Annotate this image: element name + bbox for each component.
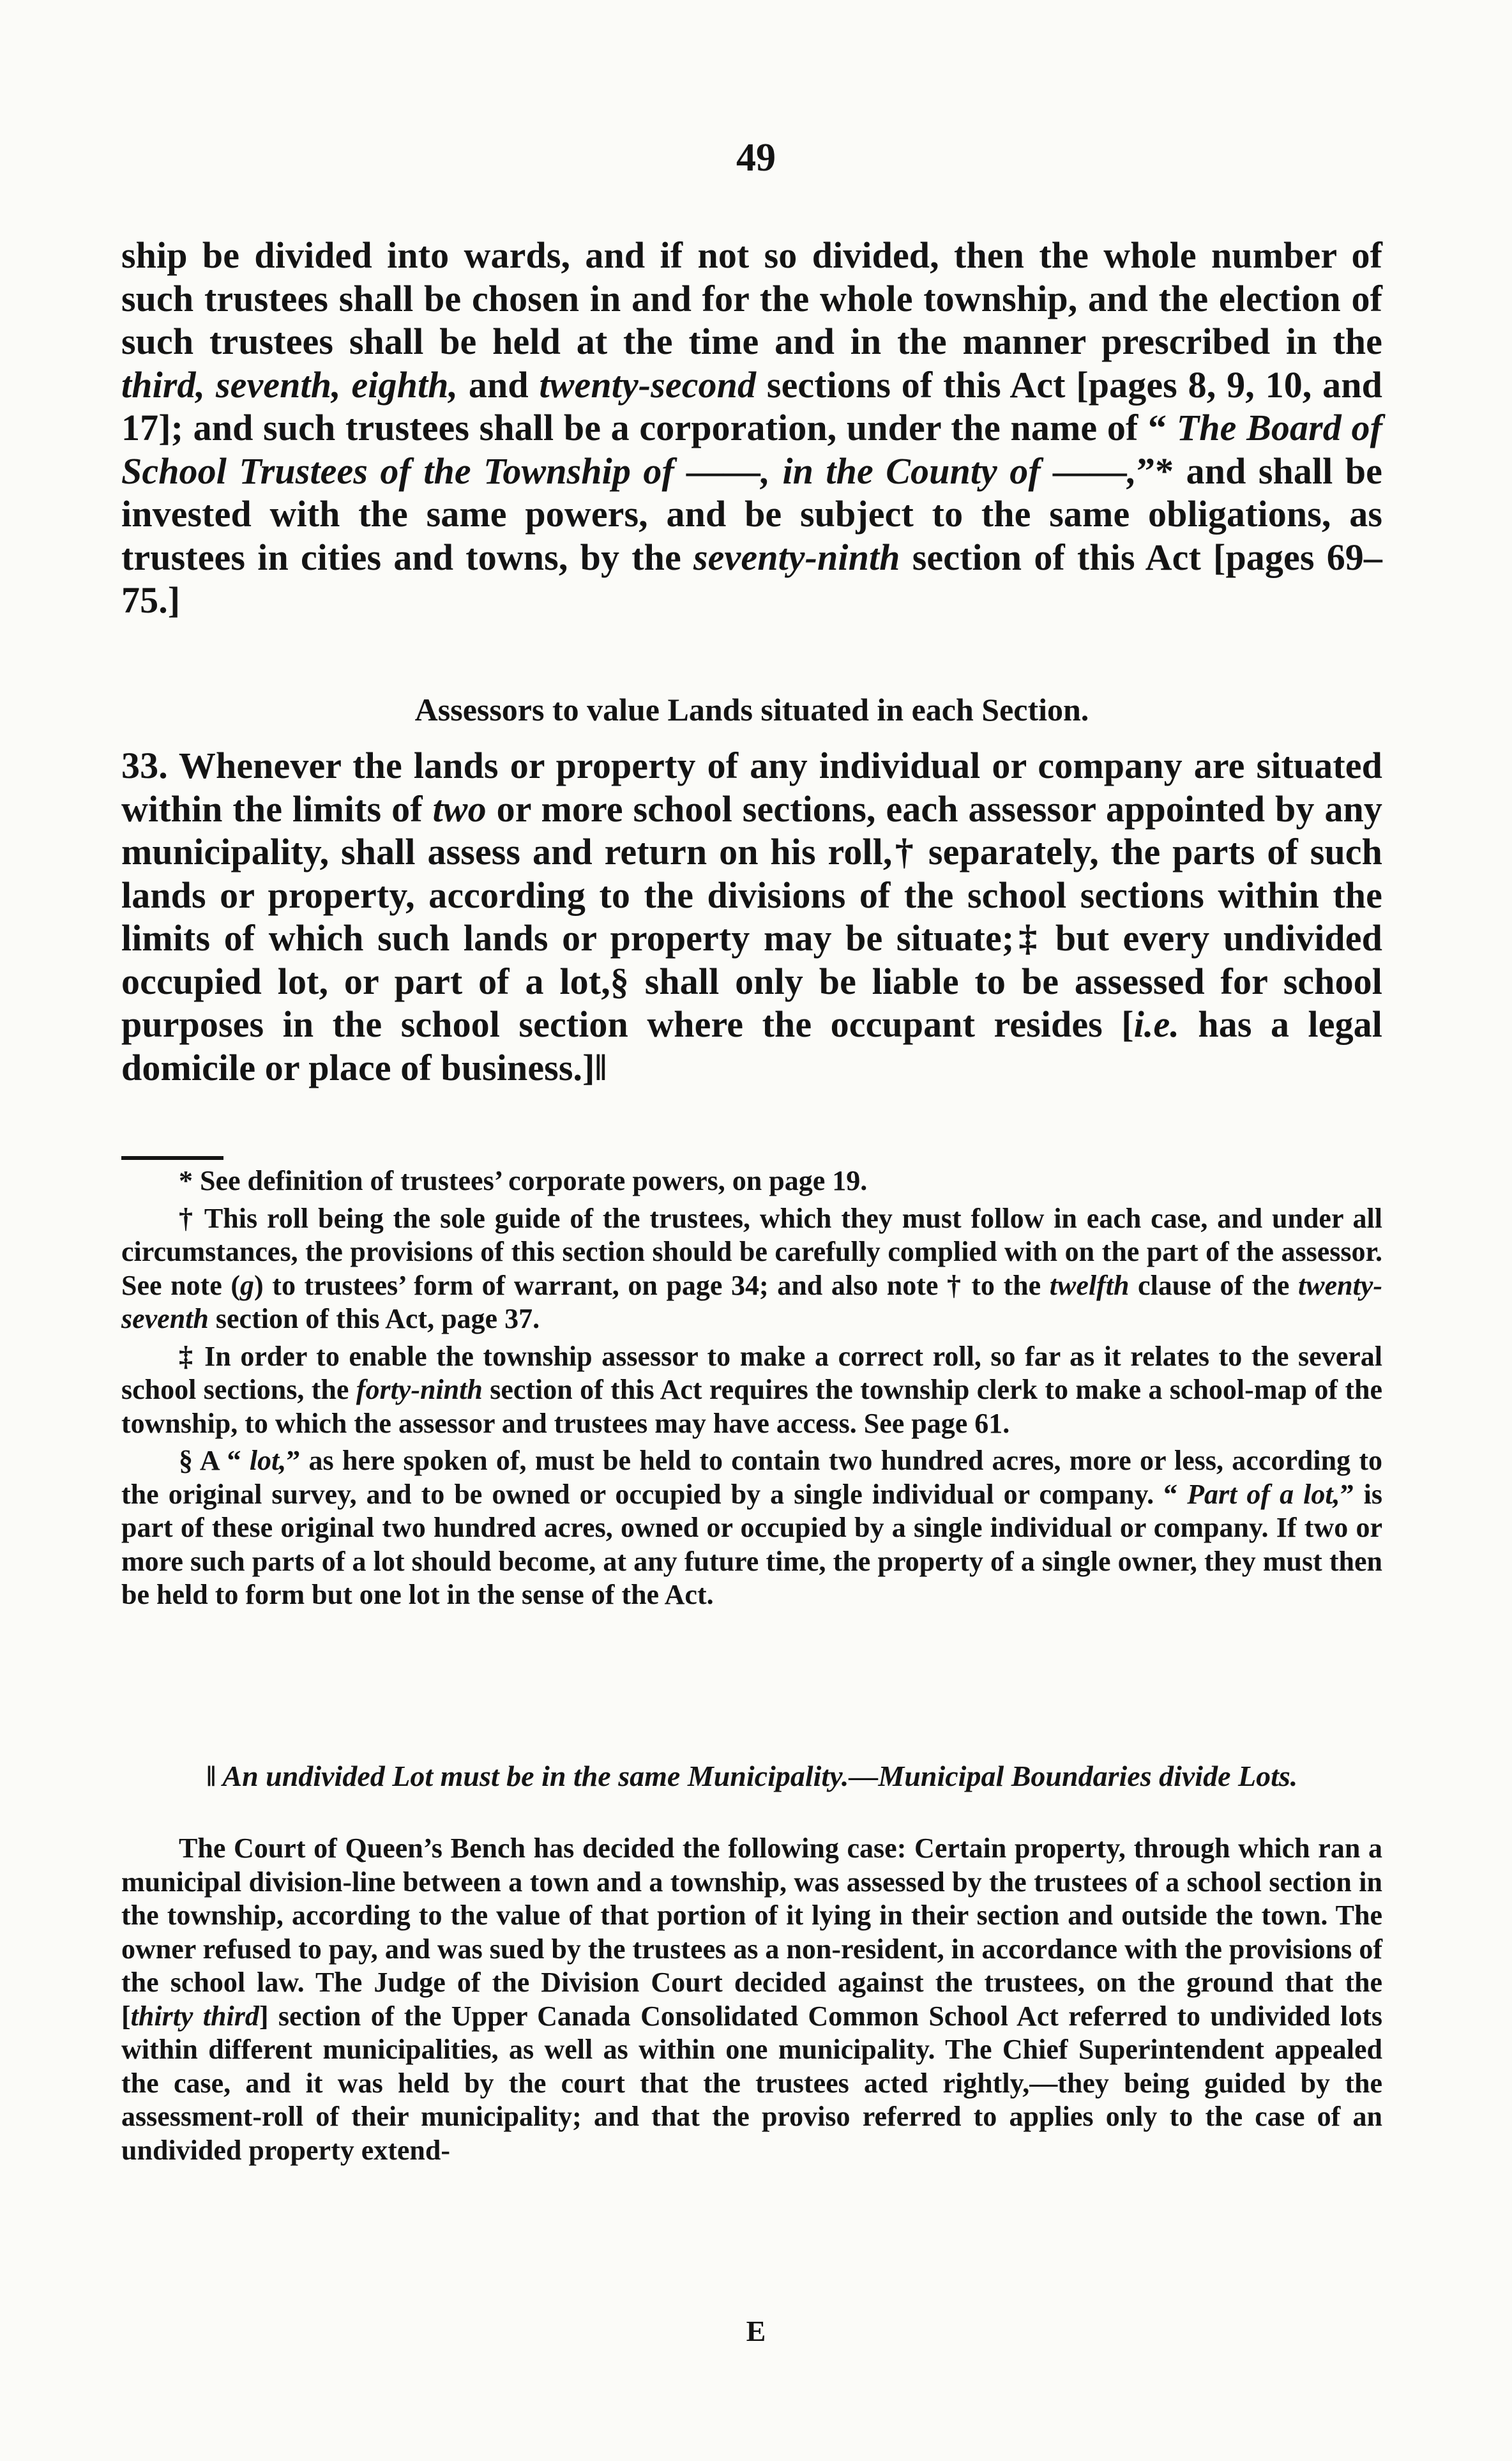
case-paragraph (121, 1832, 1382, 2171)
text: has a legal domicile or place of business.]‖ (121, 1003, 1382, 1088)
section-heading: Assessors to value Lands situated in each Section. (414, 692, 1089, 728)
footnote-rule (121, 1156, 223, 1160)
footnote-4 (121, 1444, 1382, 1612)
text: ”* and shall be invested with the same powers, and be subject to the same obligations, as trustees in cities and towns, by the (121, 450, 1382, 578)
italic-text: lot, (249, 1445, 287, 1476)
page-number: 49 (736, 136, 776, 179)
signature-mark: E (746, 2315, 766, 2347)
text: ‡ In order to enable the township assessor to make a correct roll, so far as it relates to the several school sections, the (121, 1340, 1382, 1405)
italic-text: twenty-second (539, 363, 757, 406)
text: clause of the (1129, 1269, 1299, 1301)
italic-text: i.e. (1133, 1003, 1179, 1045)
text: ) to trustees’ form of warrant, on page 34; and also note † to the (254, 1269, 1050, 1301)
italic-text: thirty third (130, 2000, 259, 2032)
section-number: 33. (121, 745, 168, 786)
italic-text: twelfth (1049, 1269, 1130, 1301)
paragraph-trustees-corporation (121, 234, 1382, 622)
case-heading: ‖ An undivided Lot must be in the same Municipality.—Municipal Boundaries divide Lots. (206, 1760, 1298, 1792)
text: section of this Act, page 37. (208, 1303, 540, 1334)
text: or more school sections, each assessor appointed by any municipality, shall assess and return on his roll,† separately, the parts of such lands or property, according to the divisions of the school sections within the limits of which such lands or property may be situate;‡ but every undivided occupied lot, or part of a lot,§ shall only be liable to be assessed for school purposes in the school section where the occupant resides [ (121, 788, 1383, 1045)
italic-text: forty-ninth (356, 1374, 483, 1405)
footnote-3 (121, 1340, 1382, 1441)
italic-text: third, seventh, eighth, (121, 363, 458, 406)
text: The Court of Queen’s Bench has decided the following case: Certain property, through which ran a municipal division-line between a town and a township, was assessed by the trustees of a school section in the township, according to the value of that portion of it lying in their section and outside the town. The owner refused to pay, and was sued by the trustees as a non-resident, in accordance with the provisions of the school law. The Judge of the Division Court decided against the trustees, on the ground that the [ (121, 1832, 1382, 2032)
text: ] section of the Upper Canada Consolidated Common School Act referred to undivided lots within different municipalities, as well as within one municipality. The Chief Superintendent appealed the case, and it was held by the court that the trustees acted rightly,—they being guided by the assessment-roll of their municipality; and that the proviso referred to applies only to the case of an undivided property extend- (121, 2000, 1383, 2166)
footnote-1: * See definition of trustees’ corporate powers, on page 19. (179, 1165, 868, 1196)
text: ship be divided into wards, and if not so divided, then the whole number of such trustees shall be chosen in and for the whole township, and the election of such trustees shall be held at the time and in the manner prescribed in the (121, 234, 1382, 362)
text: section of this Act [pages 69–75.] (121, 536, 1382, 621)
italic-text: two (432, 788, 487, 830)
italic-text: g (240, 1269, 255, 1301)
italic-text: The Board of School Trustees of the Township of ——, in the County of ——, (121, 407, 1382, 492)
italic-text: Part of a lot, (1187, 1478, 1340, 1510)
footnotes (121, 1164, 1382, 1616)
italic-text: seventy-ninth (693, 536, 900, 578)
italic-text: twenty-seventh (121, 1269, 1382, 1334)
text: † This roll being the sole guide of the trustees, which they must follow in each case, and under all circumstances, the provisions of this section should be carefully complied with on the part of the assessor. See note ( (121, 1202, 1382, 1301)
text: sections of this Act [pages 8, 9, 10, and 17]; and such trustees shall be a corporation, under the name of “ (121, 363, 1382, 448)
text: and (458, 363, 540, 406)
section-33-paragraph (121, 744, 1382, 1089)
text: section of this Act requires the township clerk to make a school-map of the township, to which the assessor and trustees may have access. See page 61. (121, 1374, 1382, 1439)
footnote-2 (121, 1202, 1382, 1336)
text: ” is part of these original two hundred acres, owned or occupied by a single individual or company. If two or more such parts of a lot should become, at any future time, the property of a single owner, they must then be held to form but one lot in the sense of the Act. (121, 1478, 1382, 1610)
text: ” as here spoken of, must be held to contain two hundred acres, more or less, according to the original survey, and to be owned or occupied by a single individual or company. “ (121, 1445, 1383, 1510)
text: § A “ (179, 1445, 250, 1476)
text: Whenever the lands or property of any individual or company are situated within the limits of (121, 745, 1382, 830)
